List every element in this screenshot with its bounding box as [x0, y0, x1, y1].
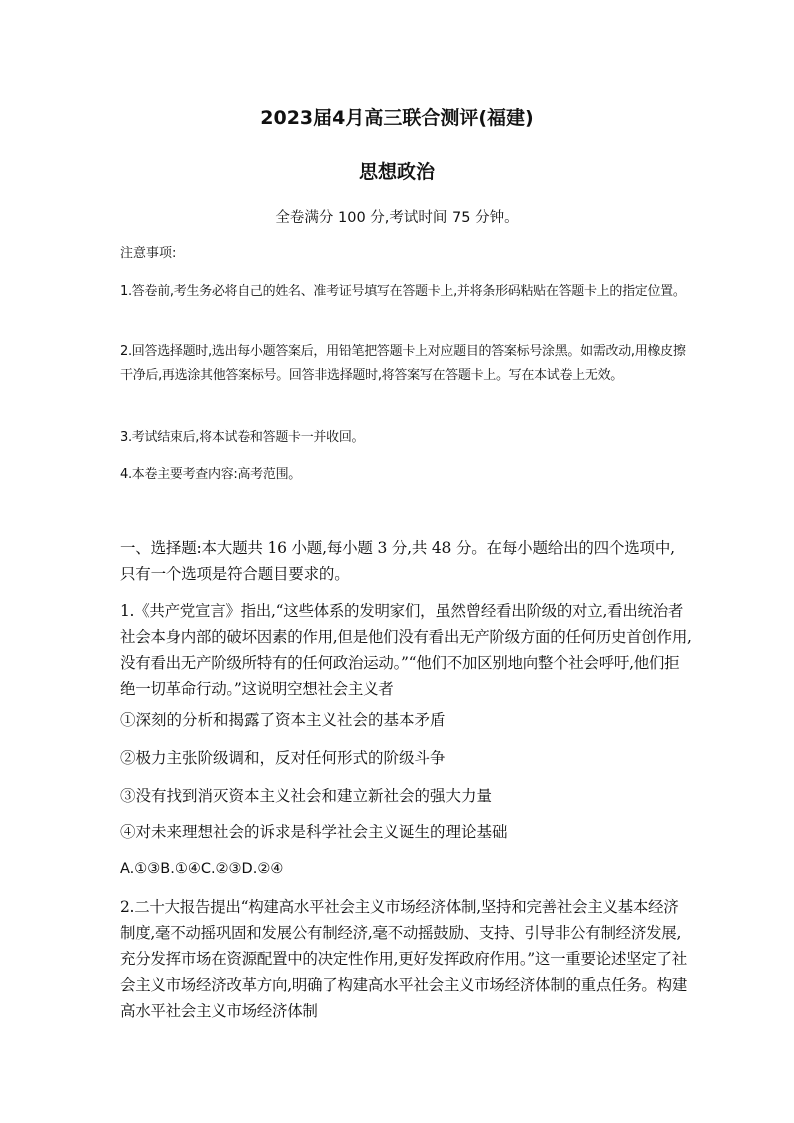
subject-heading: 思想政治: [358, 161, 435, 183]
answer-choices: A.①③B.①④C.②③D.②④: [120, 861, 284, 877]
question-stem: 1.《共产党宣言》指出,“这些体系的发明家们，虽然曾经看出阶级的对立,看出统治者社会本身内部的破坏因素的作用,但是他们没有看出无产阶级方面的任何历史首创作用,没有看出无产阶级所特有的任何政治运动。”“他们不加区别地向整个社会呼吁,他们拒绝一切革命行动。”这说明空想社会主义者: [120, 602, 692, 698]
notes-heading: 注意事项:: [120, 246, 177, 261]
section-heading: 一、选择题:本大题共 16 小题,每小题 3 分,共 48 分。在每小题给出的四个选项中,只有一个选项是符合题目要求的。: [120, 539, 675, 583]
exam-info: 全卷满分 100 分,考试时间 75 分钟。: [275, 210, 519, 226]
note-item: 3.考试结束后,将本试卷和答题卡一并收回。: [120, 430, 365, 445]
note-item: 4.本卷主要考查内容:高考范围。: [120, 467, 301, 482]
note-item: 1.答卷前,考生务必将自己的姓名、准考证号填写在答题卡上,并将条形码粘贴在答题卡上的指定位置。: [120, 284, 686, 299]
exam-title: 2023届4月高三联合测评(福建): [260, 107, 534, 129]
question-option: ②极力主张阶级调和，反对任何形式的阶级斗争: [120, 749, 446, 767]
question-option: ④对未来理想社会的诉求是科学社会主义诞生的理论基础: [120, 823, 508, 841]
question-option: ③没有找到消灭资本主义社会和建立新社会的强大力量: [120, 787, 493, 805]
question-stem: 2.二十大报告提出“构建高水平社会主义市场经济体制,坚持和完善社会主义基本经济制度,毫不动摇巩固和发展公有制经济,毫不动摇鼓励、支持、引导非公有制经济发展,充分发挥市场在资源配置中的决定性作用,更好发挥政府作用。”这一重要论述坚定了社会主义市场经济改革方向,明确了构建高水平社会主义市场经济体制的重点任务。构建高水平社会主义市场经济体制: [120, 898, 688, 1020]
question-option: ①深刻的分析和揭露了资本主义社会的基本矛盾: [120, 711, 446, 729]
note-item: 2.回答选择题时,选出每小题答案后，用铅笔把答题卡上对应题目的答案标号涂黑。如需改动,用橡皮擦干净后,再选涂其他答案标号。回答非选择题时,将答案写在答题卡上。写在本试卷上无效。: [120, 344, 686, 383]
